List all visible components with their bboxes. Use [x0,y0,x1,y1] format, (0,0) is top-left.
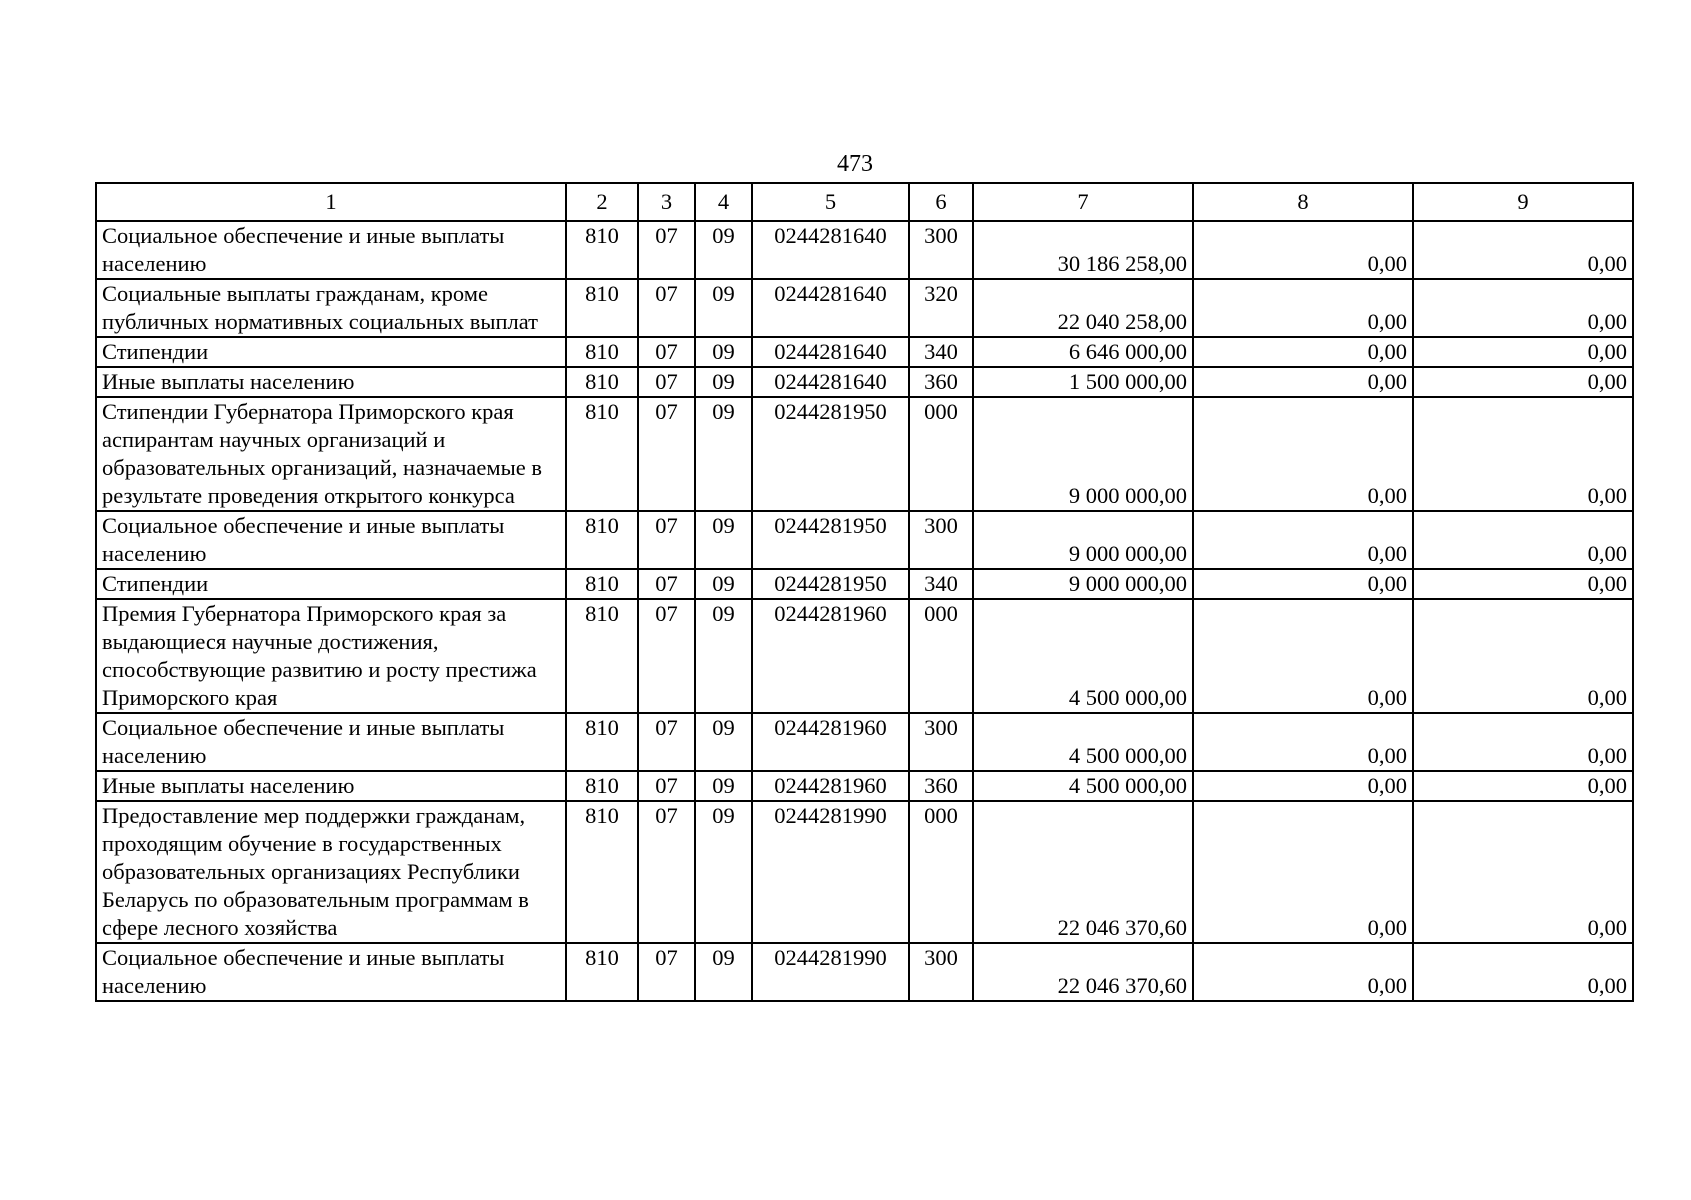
code-subsection: 09 [695,713,752,771]
code-target-article: 0244281990 [752,801,909,943]
row-name: Иные выплаты населению [96,367,566,397]
code-section: 07 [638,511,695,569]
code-section: 07 [638,337,695,367]
code-ministry: 810 [566,713,638,771]
header-row [96,183,1633,221]
table-row [96,367,1633,397]
amount-col-7: 9 000 000,00 [973,397,1193,511]
table-row [96,511,1633,569]
amount-col-8: 0,00 [1193,771,1413,801]
code-target-article: 0244281640 [752,279,909,337]
code-subsection: 09 [695,279,752,337]
code-ministry: 810 [566,771,638,801]
amount-col-7: 1 500 000,00 [973,367,1193,397]
code-ministry: 810 [566,599,638,713]
code-target-article: 0244281640 [752,337,909,367]
code-subsection: 09 [695,771,752,801]
amount-col-9: 0,00 [1413,713,1633,771]
code-target-article: 0244281950 [752,397,909,511]
amount-col-7: 9 000 000,00 [973,569,1193,599]
code-expense-type: 000 [909,397,973,511]
table-header [96,183,1633,221]
amount-col-7: 4 500 000,00 [973,713,1193,771]
amount-col-8: 0,00 [1193,713,1413,771]
amount-col-8: 0,00 [1193,397,1413,511]
code-subsection: 09 [695,801,752,943]
amount-col-7: 6 646 000,00 [973,337,1193,367]
code-expense-type: 360 [909,771,973,801]
amount-col-8: 0,00 [1193,367,1413,397]
amount-col-8: 0,00 [1193,221,1413,279]
code-expense-type: 300 [909,943,973,1001]
amount-col-9: 0,00 [1413,397,1633,511]
budget-table [95,182,1634,1002]
row-name: Социальное обеспечение и иные выплаты населению [96,511,566,569]
amount-col-9: 0,00 [1413,367,1633,397]
code-expense-type: 300 [909,511,973,569]
amount-col-7: 22 046 370,60 [973,801,1193,943]
amount-col-8: 0,00 [1193,599,1413,713]
code-section: 07 [638,943,695,1001]
table-row [96,771,1633,801]
code-expense-type: 320 [909,279,973,337]
amount-col-8: 0,00 [1193,569,1413,599]
table-row [96,801,1633,943]
amount-col-7: 22 040 258,00 [973,279,1193,337]
code-target-article: 0244281640 [752,221,909,279]
amount-col-8: 0,00 [1193,943,1413,1001]
column-header-3: 3 [638,183,695,221]
page-number: 473 [837,151,873,177]
row-name: Стипендии [96,569,566,599]
table-row [96,713,1633,771]
amount-col-9: 0,00 [1413,279,1633,337]
code-section: 07 [638,713,695,771]
code-section: 07 [638,599,695,713]
table-body [96,221,1633,1001]
code-ministry: 810 [566,397,638,511]
code-ministry: 810 [566,511,638,569]
amount-col-9: 0,00 [1413,511,1633,569]
amount-col-9: 0,00 [1413,943,1633,1001]
table-row [96,599,1633,713]
code-expense-type: 340 [909,337,973,367]
row-name: Социальные выплаты гражданам, кроме публичных нормативных социальных выплат [96,279,566,337]
amount-col-7: 22 046 370,60 [973,943,1193,1001]
code-expense-type: 000 [909,801,973,943]
column-header-9: 9 [1413,183,1633,221]
code-ministry: 810 [566,943,638,1001]
code-ministry: 810 [566,367,638,397]
table-row [96,337,1633,367]
row-name: Премия Губернатора Приморского края за выдающиеся научные достижения, способствующие развитию и росту престижа Приморского края [96,599,566,713]
row-name: Иные выплаты населению [96,771,566,801]
amount-col-7: 9 000 000,00 [973,511,1193,569]
amount-col-7: 4 500 000,00 [973,599,1193,713]
code-subsection: 09 [695,221,752,279]
column-header-5: 5 [752,183,909,221]
table-row [96,221,1633,279]
table-row [96,569,1633,599]
table-row [96,397,1633,511]
code-section: 07 [638,397,695,511]
code-section: 07 [638,279,695,337]
code-target-article: 0244281950 [752,569,909,599]
code-section: 07 [638,771,695,801]
amount-col-7: 4 500 000,00 [973,771,1193,801]
row-name: Стипендии Губернатора Приморского края аспирантам научных организаций и образовательных организаций, назначаемые в результате проведения открытого конкурса [96,397,566,511]
code-subsection: 09 [695,367,752,397]
amount-col-9: 0,00 [1413,569,1633,599]
amount-col-7: 30 186 258,00 [973,221,1193,279]
code-ministry: 810 [566,801,638,943]
column-header-1: 1 [96,183,566,221]
code-expense-type: 360 [909,367,973,397]
amount-col-8: 0,00 [1193,511,1413,569]
row-name: Предоставление мер поддержки гражданам, проходящим обучение в государственных образовательных организациях Республики Беларусь по образовательным программам в сфере лесного хозяйства [96,801,566,943]
code-target-article: 0244281960 [752,599,909,713]
code-expense-type: 340 [909,569,973,599]
code-target-article: 0244281990 [752,943,909,1001]
amount-col-8: 0,00 [1193,337,1413,367]
code-ministry: 810 [566,279,638,337]
code-ministry: 810 [566,221,638,279]
code-ministry: 810 [566,337,638,367]
code-subsection: 09 [695,397,752,511]
code-section: 07 [638,367,695,397]
code-expense-type: 300 [909,713,973,771]
row-name: Социальное обеспечение и иные выплаты населению [96,943,566,1001]
code-expense-type: 000 [909,599,973,713]
code-subsection: 09 [695,569,752,599]
code-subsection: 09 [695,943,752,1001]
amount-col-9: 0,00 [1413,221,1633,279]
code-section: 07 [638,221,695,279]
code-target-article: 0244281950 [752,511,909,569]
amount-col-9: 0,00 [1413,771,1633,801]
row-name: Социальное обеспечение и иные выплаты населению [96,221,566,279]
code-target-article: 0244281960 [752,713,909,771]
column-header-7: 7 [973,183,1193,221]
code-ministry: 810 [566,569,638,599]
amount-col-9: 0,00 [1413,337,1633,367]
row-name: Стипендии [96,337,566,367]
amount-col-9: 0,00 [1413,801,1633,943]
code-target-article: 0244281960 [752,771,909,801]
column-header-6: 6 [909,183,973,221]
code-subsection: 09 [695,337,752,367]
column-header-2: 2 [566,183,638,221]
table-row [96,279,1633,337]
code-section: 07 [638,801,695,943]
code-target-article: 0244281640 [752,367,909,397]
code-expense-type: 300 [909,221,973,279]
row-name: Социальное обеспечение и иные выплаты населению [96,713,566,771]
column-header-8: 8 [1193,183,1413,221]
code-subsection: 09 [695,599,752,713]
amount-col-8: 0,00 [1193,279,1413,337]
amount-col-9: 0,00 [1413,599,1633,713]
code-section: 07 [638,569,695,599]
table-row [96,943,1633,1001]
amount-col-8: 0,00 [1193,801,1413,943]
column-header-4: 4 [695,183,752,221]
code-subsection: 09 [695,511,752,569]
